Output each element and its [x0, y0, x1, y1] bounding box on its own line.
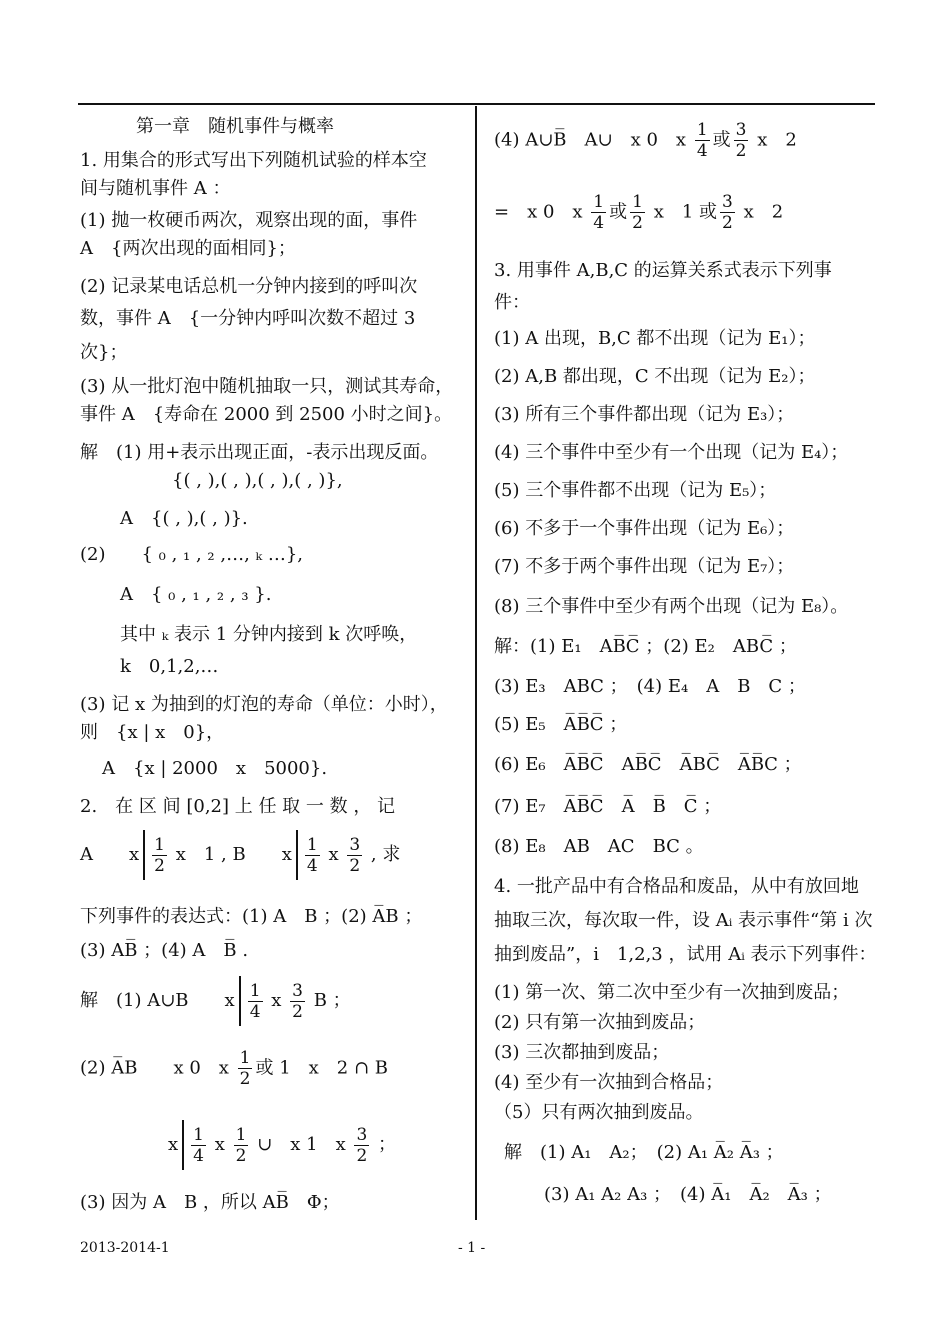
sol1-line10: A {x | 2000 x 5000}.: [102, 758, 328, 779]
set-bar: [239, 976, 241, 1026]
sol2-3-line: [168, 1120, 396, 1170]
fraction: [191, 1125, 206, 1166]
q4-1: (1) 第一次、第二次中至少有一次抽到废品；: [494, 982, 850, 1003]
fraction: [152, 835, 167, 876]
fraction-num: 1: [235, 1124, 247, 1145]
fraction: [354, 1125, 369, 1166]
sol2-1-mid: x: [271, 990, 282, 1011]
q2-def-prefix: A x: [80, 844, 140, 865]
fraction-num: 3: [349, 834, 361, 855]
sol3-5: (7) E₇ A̅B̅C̅ A̅ B̅ C̅ ；: [494, 796, 722, 817]
sol2-1-suffix: B ；: [313, 990, 351, 1011]
footer-term: 2013-2014-1: [80, 1240, 170, 1256]
q2-line3: 下列事件的表达式：(1) A B ；(2) A̅B ；: [80, 906, 423, 927]
top-rule: [78, 103, 875, 105]
sol2-4: (3) 因为 A B ，所以 AB̅ Φ；: [80, 1192, 340, 1213]
fraction-den: 4: [593, 213, 605, 233]
sol3-1: 解：(1) E₁ AB̅C̅ ；(2) E₂ ABC̅ ；: [494, 636, 797, 657]
q4-3: (3) 三次都抽到废品；: [494, 1042, 670, 1063]
fraction-den: 2: [735, 141, 747, 161]
fraction-den: 4: [696, 141, 708, 161]
column-divider: [475, 106, 477, 1220]
r1-prefix: (4) A∪B̅ A∪ x 0 x: [494, 129, 687, 151]
q2-def-line: [80, 830, 400, 880]
q4-2: (2) 只有第一次抽到废品；: [494, 1012, 706, 1033]
sol2-3-prefix: x: [168, 1134, 179, 1155]
q2-def-mid: x 1 , B x: [175, 844, 292, 865]
sol4-1: 解 (1) A₁ A₂； (2) A₁ A̅₂ A̅₃ ；: [504, 1142, 784, 1163]
page-number: - 1 -: [458, 1240, 486, 1256]
fraction: [238, 1048, 253, 1089]
q1-2-line2: 数，事件 A {一分钟内呼叫次数不超过 3: [80, 308, 416, 329]
sol2-1-prefix: 解 (1) A∪B x: [80, 990, 235, 1011]
sol1-line2: {( , ),( , ),( , ),( , )},: [172, 470, 343, 491]
fraction-den: 2: [235, 1145, 247, 1166]
fraction: [305, 835, 320, 876]
r2-prefix: = x 0 x: [494, 201, 583, 223]
set-bar: [296, 830, 298, 880]
fraction: [248, 981, 263, 1022]
sol3-3: (5) E₅ A̅B̅C̅ ；: [494, 714, 628, 735]
sol3-4: (6) E₆ A̅B̅C̅ AB̅C̅ A̅BC̅ A̅B̅C ；: [494, 754, 802, 775]
r2-mid2: x 1 或: [653, 201, 718, 223]
fraction-num: 1: [632, 192, 643, 212]
r1-line: [494, 120, 797, 161]
q1-3-line2: 事件 A {寿命在 2000 到 2500 小时之间}。: [80, 404, 453, 425]
fraction: [720, 192, 735, 233]
q4-line3: 抽到废品”，i 1,2,3 ，试用 Aᵢ 表示下列事件：: [494, 944, 877, 965]
sol1-line6: 其中 ₖ 表示 1 分钟内接到 k 次呼唤，: [120, 624, 418, 645]
q1-2-line3: 次}；: [80, 342, 128, 363]
fraction-den: 2: [239, 1069, 251, 1089]
fraction-num: 3: [735, 120, 747, 140]
r2-mid: 或: [609, 201, 628, 223]
fraction-num: 1: [696, 120, 708, 140]
sol2-2-mid: 或 1 x 2 ∩ B: [255, 1057, 389, 1079]
q4-line1: 4. 一批产品中有合格品和废品，从中有放回地: [494, 876, 859, 897]
q3-1: (1) A 出现，B,C 都不出现（记为 E₁）；: [494, 328, 816, 349]
r1-mid: 或: [712, 129, 731, 151]
fraction-den: 4: [249, 1001, 261, 1022]
q2-line1: 2. 在 区 间 [0,2] 上 任 取 一 数 ， 记: [80, 796, 396, 817]
q3-8: (8) 三个事件中至少有两个出现（记为 E₈）。: [494, 596, 849, 617]
q1-2-line1: (2) 记录某电话总机一分钟内接到的呼叫次: [80, 276, 418, 297]
q3-3: (3) 所有三个事件都出现（记为 E₃）；: [494, 404, 795, 425]
fraction-num: 3: [292, 980, 303, 1001]
q3-6: (6) 不多于一个事件出现（记为 E₆）；: [494, 518, 795, 539]
fraction-den: 2: [356, 1145, 368, 1166]
fraction-den: 4: [306, 855, 318, 876]
q1-line2: 间与随机事件 A ：: [80, 178, 231, 199]
q4-4: (4) 至少有一次抽到合格品；: [494, 1072, 724, 1093]
fraction-den: 2: [292, 1001, 303, 1022]
sol1-line5: A { ₀ , ₁ , ₂ , ₃ }.: [120, 584, 272, 605]
q2-def-suffix: , 求: [370, 844, 401, 865]
q3-7: (7) 不多于两个事件出现（记为 E₇）；: [494, 556, 795, 577]
sol1-line9: 则 {x | x 0}，: [80, 722, 225, 743]
fraction: [234, 1125, 249, 1166]
fraction-num: 1: [193, 1124, 204, 1145]
sol3-6: (8) E₈ AB AC BC 。: [494, 836, 704, 857]
fraction-num: 3: [356, 1124, 368, 1145]
r2-line: [494, 192, 783, 233]
sol1-line3: A {( , ),( , )}.: [120, 508, 248, 529]
fraction-den: 2: [349, 855, 361, 876]
sol1-line7: k 0,1,2,…: [120, 656, 219, 677]
fraction-den: 2: [154, 855, 165, 876]
q2-line4: (3) AB̅ ；(4) A B̅ .: [80, 940, 249, 961]
fraction: [695, 120, 710, 161]
q3-line1: 3. 用事件 A,B,C 的运算关系式表示下列事: [494, 260, 832, 281]
q3-2: (2) A,B 都出现，C 不出现（记为 E₂）；: [494, 366, 816, 387]
q3-5: (5) 三个事件都不出现（记为 E₅）；: [494, 480, 777, 501]
sol2-3-mid2: ∪ x 1 x: [257, 1134, 346, 1155]
fraction-num: 1: [154, 834, 165, 855]
fraction: [734, 120, 749, 161]
chapter-title: 第一章 随机事件与概率: [136, 116, 334, 137]
fraction-den: 2: [632, 213, 643, 233]
set-bar: [182, 1120, 184, 1170]
fraction: [347, 835, 362, 876]
fraction-num: 1: [593, 192, 605, 212]
fraction: [290, 981, 305, 1022]
sol2-1-line: [80, 976, 351, 1026]
sol2-2-prefix: (2) A̅B x 0 x: [80, 1057, 229, 1079]
fraction-num: 1: [239, 1048, 251, 1068]
sol1-line4: (2) { ₀ , ₁ , ₂ ,…, ₖ …},: [80, 544, 303, 565]
fraction: [591, 192, 606, 233]
set-bar: [143, 830, 145, 880]
sol3-2: (3) E₃ ABC ； (4) E₄ A B C ；: [494, 676, 806, 697]
sol2-2-line: [80, 1048, 388, 1089]
q1-line1: 1. 用集合的形式写出下列随机试验的样本空: [80, 150, 427, 171]
q1-3-line1: (3) 从一批灯泡中随机抽取一只，测试其寿命，: [80, 376, 454, 397]
q1-1-line1: (1) 抛一枚硬币两次，观察出现的面，事件: [80, 210, 418, 231]
fraction-den: 2: [722, 213, 733, 233]
fraction: [630, 192, 645, 233]
fraction-num: 1: [249, 980, 261, 1001]
sol1-line8: (3) 记 x 为抽到的灯泡的寿命（单位：小时），: [80, 694, 448, 715]
fraction-den: 4: [193, 1145, 204, 1166]
q4-5: （5）只有两次抽到废品。: [494, 1102, 704, 1123]
q3-line2: 件：: [494, 292, 530, 313]
q1-1-line2: A {两次出现的面相同}；: [80, 238, 296, 259]
r2-suffix: x 2: [743, 201, 784, 223]
sol2-3-suffix: ；: [378, 1134, 397, 1155]
fraction-num: 1: [306, 834, 318, 855]
sol1-line1: 解 (1) 用+表示出现正面，-表示出现反面。: [80, 442, 439, 463]
q2-def-mid2: x: [328, 844, 339, 865]
q4-line2: 抽取三次，每次取一件，设 Aᵢ 表示事件“第 i 次: [494, 910, 873, 931]
r1-suffix: x 2: [757, 129, 797, 151]
sol4-2: (3) A₁ A₂ A₃ ； (4) A̅₁ A̅₂ A̅₃ ；: [544, 1184, 832, 1205]
q3-4: (4) 三个事件中至少有一个出现（记为 E₄）；: [494, 442, 849, 463]
fraction-num: 3: [722, 192, 733, 212]
sol2-3-mid: x: [214, 1134, 225, 1155]
